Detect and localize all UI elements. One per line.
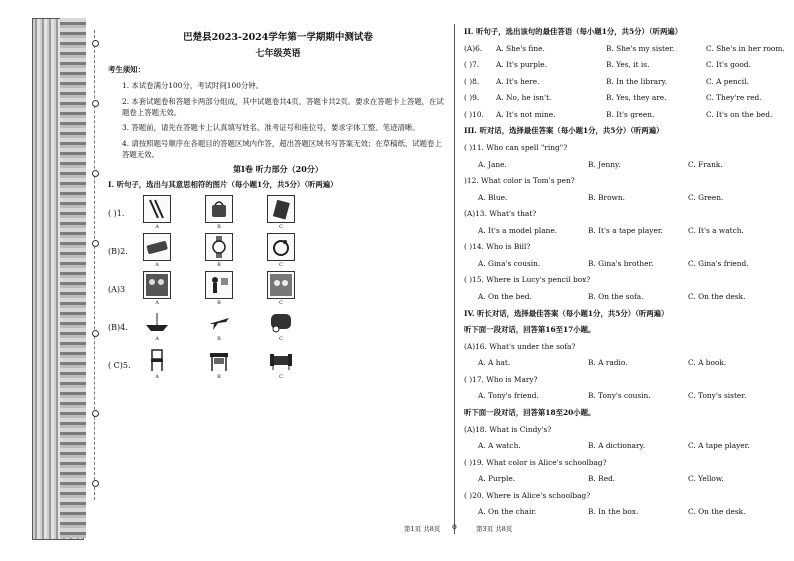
option-a[interactable]: A. Tony's friend. [478,391,539,401]
option-c[interactable]: C. Tony's sister. [688,391,747,401]
part-heading: 第Ⅰ卷 听力部分（20分） [233,164,323,175]
notice-item: 3. 答题前，请先在答题卡上认真填写姓名、准考证号和座位号，要求字体工整、笔迹清晰。 [122,123,420,133]
schoolbag-icon [205,195,233,223]
option-a[interactable]: A. A hat. [478,358,511,368]
option-c[interactable]: C. Frank. [688,159,723,169]
option-c[interactable]: C. On the desk. [688,292,746,301]
option-c[interactable]: C. Gina's friend. [688,258,749,268]
option-b[interactable]: B. Gina's brother. [588,258,654,268]
picture-question [108,195,448,230]
dialogue-intro: 听下面一段对话，回答第18至20小题。 [464,407,596,417]
boat-icon [144,309,170,335]
question-number: ( )7. [464,60,480,70]
question-number: (A)3 [108,284,126,294]
option-label: A [155,335,159,342]
left-page [108,30,448,385]
question-row [464,61,790,70]
option-label: C [279,299,283,306]
option-c[interactable]: C. It's a watch. [688,225,744,235]
question-stem: (A)18. What is Cindy's? [464,424,552,434]
option-b[interactable]: B. Brown. [588,192,625,202]
option-label: C [279,223,283,230]
option-label: A [155,373,159,380]
option-b[interactable]: B. She's my sister. [606,43,675,53]
question-options [464,442,790,451]
binding-hole [92,410,99,417]
option-b[interactable]: B. In the box. [588,507,639,517]
option-label: C [279,335,283,342]
option-label: B [217,335,221,342]
picture-option[interactable] [258,271,304,306]
option-label: A [155,261,159,268]
question-stem: (A)13. What's that? [464,209,537,219]
question-number: (B)2. [108,246,128,256]
option-a[interactable]: A. Jane. [478,159,507,169]
picture-option[interactable] [196,271,242,306]
picture-option[interactable] [196,347,242,380]
question-stem: ( )11. Who can spell "ring"? [464,142,568,152]
option-b[interactable]: B. A dictionary. [588,441,646,451]
option-b[interactable]: B. A radio. [588,358,628,368]
option-a[interactable]: A. Blue. [478,192,508,202]
notice-item: 1. 本试卷满分100分，考试时间100分钟。 [122,81,264,91]
picture-question [108,309,448,341]
binding-hole [92,480,99,487]
option-label: B [217,373,221,380]
question-stem: ( )15. Where is Lucy's pencil box? [464,275,591,285]
picture-option[interactable] [196,195,242,230]
picture-option[interactable] [134,233,180,268]
ring-icon [267,233,295,261]
option-b[interactable]: B. Tony's cousin. [588,391,651,401]
option-b[interactable]: B. Red. [588,474,616,484]
plane-icon [206,309,232,335]
person-icon [205,271,233,299]
option-b[interactable]: B. In the library. [606,76,668,86]
option-c[interactable]: C. Green. [688,192,724,202]
option-label: B [217,299,221,306]
question-options [464,475,790,484]
option-a[interactable]: A. Purple. [478,474,516,484]
question-options [464,293,790,302]
option-a[interactable]: A. It's a model plane. [478,225,558,235]
option-b[interactable]: B. Jenny. [588,159,621,169]
baseball-bat-icon [268,309,294,335]
question-options [464,392,790,401]
picture-question [108,347,448,379]
binding-fold [60,18,86,538]
option-a[interactable]: A. She's fine. [496,43,545,53]
question-stem: ( )19. What color is Alice's schoolbag? [464,457,607,467]
option-c[interactable]: C. A tape player. [688,441,750,451]
question-number: (B)4. [108,322,128,332]
section3-heading: III. 听对话，选择最佳答案（每小题1分，共5分）（听两遍） [464,126,664,136]
question-stem: ( )20. Where is Alice's schoolbag? [464,490,591,500]
picture-option[interactable] [134,347,180,380]
notice-heading: 考生须知： [108,65,145,75]
section2-heading: II. 听句子，选出该句的最佳答语（每小题1分，共5分）（听两遍） [464,27,683,36]
chair-icon [144,347,170,373]
option-c[interactable]: C. A book. [688,358,727,368]
option-c[interactable]: C. On the desk. [688,507,746,517]
page-divider [454,24,455,534]
question-row [464,45,790,54]
sofa-icon [268,347,294,373]
option-a[interactable]: A. It's here. [496,76,540,86]
question-options [464,508,790,517]
right-page [464,28,790,525]
family-icon [267,271,295,299]
footer-left-page-number: 第1页 共8页 [404,525,441,533]
option-b[interactable]: B. Yes, they are. [606,93,667,103]
picture-question [108,233,448,268]
page-subtitle: 七年级英语 [255,49,301,60]
option-a[interactable]: A. On the chair. [478,507,537,517]
option-a[interactable]: A. A watch. [478,441,521,451]
option-a[interactable]: A. On the bed. [478,292,532,301]
option-label: C [279,373,283,380]
option-c[interactable]: C. They're red. [706,93,762,103]
pencil-box-icon [143,233,171,261]
option-b[interactable]: B. It's a tape player. [588,225,663,235]
option-c[interactable]: C. It's on the bed. [706,109,773,119]
picture-option[interactable] [258,233,304,268]
picture-option[interactable] [134,309,180,342]
notice-item: 4. 请按照题号顺序在各题目的答题区域内作答，超出答题区域书写答案无效；在草稿纸、试题卷上答题无效。 [122,139,442,159]
section4-heading: IV. 听长对话，选择最佳答案（每小题1分，共5分）（听两遍） [464,308,669,318]
book-icon [267,195,295,223]
question-options [464,227,790,236]
option-b[interactable]: B. It's green. [606,109,655,119]
option-label: C [279,261,283,268]
option-label: B [217,261,221,268]
picture-option[interactable] [134,271,180,306]
question-stem: ( )17. Who is Mary? [464,374,538,384]
question-stem: (A)16. What's under the sofa? [464,341,576,351]
option-a[interactable]: A. Gina's cousin. [478,258,541,268]
option-b[interactable]: B. Yes, it is. [606,60,650,70]
binding-hole [92,100,99,107]
question-number: ( C)5. [108,360,131,370]
option-a[interactable]: A. It's not mine. [496,109,556,119]
question-number: ( )8. [464,76,480,86]
option-a[interactable]: A. No, he isn't. [496,93,552,103]
binding-hole [92,40,99,47]
picture-option[interactable] [196,233,242,268]
question-options [464,260,790,269]
option-a[interactable]: A. It's purple. [496,60,547,70]
option-label: B [217,223,221,230]
option-label: A [155,299,159,306]
section1-heading: I. 听句子，选出与其意思相符的图片（每小题1分，共5分）（听两遍） [108,180,338,190]
question-number: (A)6. [464,43,483,53]
picture-option[interactable] [258,309,304,342]
picture-question [108,271,448,306]
question-stem: ( )14. Who is Bill? [464,242,531,252]
picture-option[interactable] [134,195,180,230]
people-group-icon [143,271,171,299]
option-c[interactable]: C. It's good. [706,60,751,70]
question-row [464,94,790,103]
watch-icon [205,233,233,261]
footer-right-page-number: 第3页 共8页 [476,525,513,533]
page-title: 巴楚县2023-2024学年第一学期期中测试卷 [183,32,373,43]
question-row [464,78,790,87]
pencils-icon [143,195,171,223]
picture-option[interactable] [196,309,242,342]
binding-hole [92,330,99,337]
question-stem: )12. What color is Tom's pen? [464,176,575,186]
question-options [464,359,790,368]
question-options [464,194,790,203]
dialogue-intro: 听下面一段对话，回答第16至17小题。 [464,325,596,335]
option-c[interactable]: C. Yellow. [688,474,724,484]
desk-icon [206,347,232,373]
option-c[interactable]: C. She's in her room. [706,43,785,53]
notice-item: 2. 本套试题卷和答题卡两部分组成，其中试题卷共4页，答题卡共2页。要求在答题卡上答题，在试题卷上答题无效。 [122,96,444,117]
question-row [464,111,790,120]
option-b[interactable]: B. On the sofa. [588,292,644,301]
picture-option[interactable] [258,347,304,380]
question-options [464,161,790,170]
question-number: ( )9. [464,93,480,103]
binding-hole [92,170,99,177]
picture-option[interactable] [258,195,304,230]
option-label: A [155,223,159,230]
question-number: ( )10. [464,109,484,119]
footer-circle: o [452,522,457,531]
question-number: ( )1. [108,208,125,218]
option-c[interactable]: C. A pencil. [706,76,749,86]
binding-hole [92,240,99,247]
